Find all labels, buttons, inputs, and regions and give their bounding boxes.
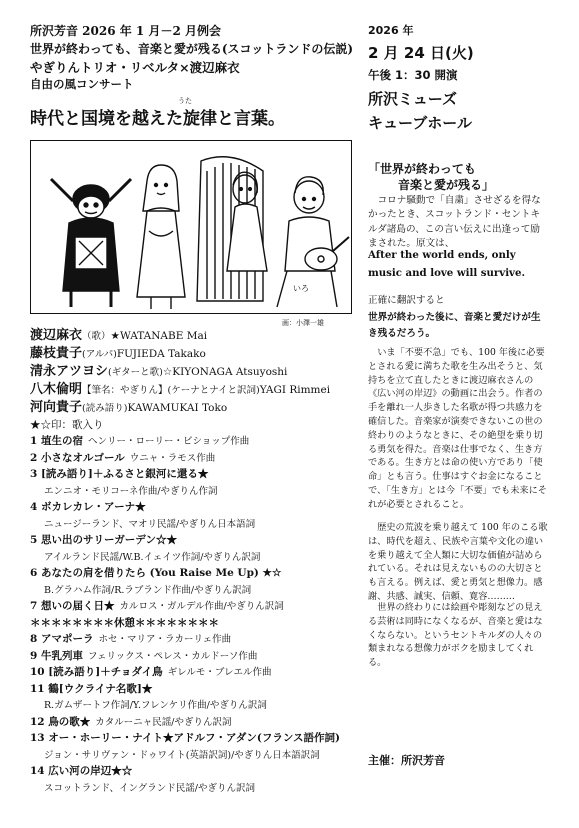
performer-role: (読み語り)	[82, 403, 128, 414]
performer-row	[30, 360, 287, 379]
performer-name: 清永アツヨシ	[30, 364, 109, 379]
program-item-credit-line	[44, 698, 267, 713]
program-item-credit: ウニャ・ラモス作曲	[129, 452, 216, 464]
performer-roman-name: YAGI Rimmei	[259, 384, 331, 396]
page-title: 時代と国境を越えた旋律と言葉。	[30, 109, 285, 129]
program-item-credit: フェリックス・ペレス・カルドーソ作曲	[87, 650, 258, 662]
header-line-4: 自由の風コンサート	[30, 77, 134, 91]
essay-english-quote: After the world ends, only music and love will survive.	[368, 249, 526, 279]
program-item-title: 12 鳥の歌★	[30, 715, 91, 728]
performer-role: (アルパ)	[82, 349, 117, 360]
program-item	[30, 682, 152, 696]
program-item	[30, 434, 249, 449]
performer-name: 藤枝貴子	[30, 346, 83, 361]
program-item-title: 14 広い河の岸辺★☆	[30, 765, 133, 777]
program-item-title: 7 想いの届く日★	[30, 600, 115, 612]
performer-roman-name: ★WATANABE Mai	[110, 330, 208, 342]
program-item-credit: ギレルモ・ブレエル作曲	[167, 667, 272, 678]
event-date: 2 月 24 日(火)	[368, 44, 474, 62]
program-item-credit: カタルーニャ民謡/やぎりん訳詞	[95, 716, 232, 728]
event-venue-2: キューブホール	[368, 114, 472, 132]
essay-paragraph-3: いま「不要不急」でも、100 年後に必要とされる愛に満ちた歌を生み出そうと、気持ちを立て直したときに渡辺麻衣さんの《広い河の岸辺》の動画に出会う。作者の手を離れ一人歩きした名歌が得つ共感力を確信した。音楽家が演奏できないこの世の終わりのようなときに、その絶望を乗り切る勇気を得た。音楽は仕事でなく、生き方である。生き方とは命の使い方であり「使命」とも言う。仕事はすぐお金になることで、「生き方」とは今「不要」でも未来にそれが必要とされること。	[368, 347, 547, 510]
program-item-credit: ジョン・サリヴァン・ドゥワイト(英語訳詞)/やぎりん日本語訳詞	[44, 749, 320, 761]
essay-paragraph-2a: 正確に翻訳すると	[368, 295, 445, 306]
program-item-title: 10 [読み語り]＋チョダイ鳥	[30, 666, 163, 678]
program-item-credit: ホセ・マリア・ラカーリェ作曲	[98, 634, 232, 645]
program-item	[30, 616, 219, 630]
program-item-credit: アイルランド民謡/W.B.イェイツ作詞/やぎりん訳詞	[44, 551, 261, 563]
performer-roman-name: FUJIEDA Takako	[116, 348, 206, 360]
program-item-title: 4 ボカレカレ・アーナ★	[30, 501, 146, 513]
program-item-title: 2 小さなオルゴール	[30, 451, 125, 464]
trio-caricature-illustration	[31, 141, 351, 313]
performer-role: (ギターと歌)	[108, 367, 163, 378]
performer-name: 河向貴子	[30, 400, 83, 415]
performer-roman-name: KAWAMUKAI Toko	[127, 402, 228, 414]
program-item-credit: カルロス・ガルデル作曲/やぎりん訳詞	[119, 601, 284, 612]
program-item	[30, 467, 208, 481]
essay-quote-line-1: 「世界が終わっても	[368, 162, 476, 176]
program-item-credit: ヘンリー・ローリー・ビショップ作曲	[87, 436, 250, 447]
performer-row	[30, 396, 227, 415]
program-item-title: 5 思い出のサリーガーデン☆★	[30, 534, 178, 546]
program-item-title: 13 オー・ホーリー・ナイト★アドルフ・アダン(フランス語作詞)	[30, 732, 341, 744]
program-item	[30, 599, 284, 614]
program-item-title: 8 アマポーラ	[30, 633, 94, 645]
program-item-credit: B.グラハム作詞/R.ラブランド作曲/やぎりん訳詞	[44, 584, 252, 596]
performer-role: （歌）	[82, 331, 111, 342]
header-line-1: 所沢芳音 2026 年 1 月－2 月例会	[30, 24, 221, 38]
performer-role: 【筆名：やぎりん】(ケーナとナイと訳詞)	[82, 385, 260, 396]
header-line-3: やぎりんトリオ・リベルタ×渡辺麻衣	[30, 60, 240, 75]
essay-quote-line-2: 音楽と愛が残る」	[398, 178, 495, 192]
program-item-credit: ニュージーランド、マオリ民謡/やぎりん日本語詞	[44, 518, 256, 530]
performer-row	[30, 378, 330, 397]
header-line-2: 世界が終わっても、音楽と愛が残る(スコットランドの伝説)	[30, 42, 353, 56]
illustration-frame	[30, 140, 352, 314]
program-item	[30, 451, 215, 466]
title-ruby: うた	[178, 97, 192, 105]
program-item-title: 3 [読み語り]＋ふるさと銀河に還る★	[30, 468, 209, 480]
essay-paragraph-1: コロナ騒動で「自粛」させざるを得なかったとき、スコットランド・セントキルダ諸島の、この言い伝えに出逢って励まされた。原文は、	[368, 195, 541, 249]
program-item-title: 1 埴生の宿	[30, 435, 83, 447]
illustration-credit: 画：小澤一雄	[282, 319, 324, 327]
performer-row	[30, 324, 207, 343]
program-item	[30, 764, 132, 778]
program-item-credit-line	[44, 748, 320, 763]
illustration-signature: いろ	[293, 284, 309, 293]
essay-paragraph-4: 歴史の荒波を乗り越えて 100 年のこる歌は、時代を超え、民族や言葉や文化の違いを乗り越えて全人類に大切な価値が詰められている。それは見えないものの大切さとも言える。例えば、愛と勇気と想像力。感謝、共感、誠実、信頼、寛容………	[368, 522, 548, 602]
program-item-credit-line	[44, 484, 218, 499]
essay-paragraph-5: 世界の終わりには絵画や彫刻などの見える芸術は同時になくなるが、音楽と愛はなくならない。というセントキルダの人々の類まれなる想像力がボクを励ましてくれる。	[368, 602, 543, 669]
performer-row	[30, 342, 206, 361]
event-time: 午後 1：30 開演	[368, 68, 458, 82]
program-item-credit: エンニオ・モリコーネ作曲/やぎりん作詞	[44, 485, 218, 497]
program-item-credit: R.ガムザートフ作詞/Y.フレンケリ作曲/やぎりん訳詞	[44, 700, 267, 711]
program-legend: ★☆印：歌入り	[30, 419, 104, 431]
program-item-credit: スコットランド、イングランド民謡/やぎりん訳詞	[44, 782, 255, 794]
program-item-title: 11 鶴[ウクライナ名歌]★	[30, 682, 153, 695]
program-item	[30, 632, 231, 647]
program-item-credit-line	[44, 781, 255, 796]
program-item-title: 9 牛乳列車	[30, 649, 83, 662]
event-venue-1: 所沢ミューズ	[368, 90, 457, 108]
program-item-title: ＊＊＊＊＊＊＊＊休憩＊＊＊＊＊＊＊＊	[30, 616, 219, 629]
organizer-credit: 主催：所沢芳音	[368, 754, 445, 767]
program-item	[30, 500, 146, 514]
performer-roman-name: ☆KIYONAGA Atsuyoshi	[162, 366, 288, 378]
program-item	[30, 715, 231, 730]
program-item	[30, 665, 271, 680]
program-item	[30, 566, 281, 580]
performer-name: 渡辺麻衣	[30, 328, 83, 343]
program-item-credit-line	[44, 583, 251, 598]
program-item	[30, 731, 340, 745]
program-item-credit-line	[44, 517, 255, 532]
performer-name: 八木倫明	[30, 382, 83, 397]
program-item-credit-line	[44, 550, 260, 565]
event-year: 2026 年	[368, 24, 414, 37]
program-item-title: 6 あなたの肩を借りたら (You Raise Me Up) ★☆	[30, 567, 282, 579]
essay-paragraph-2b: 世界が終わった後に、音楽と愛だけが生き残るだろう。	[368, 312, 541, 339]
program-item	[30, 533, 177, 547]
program-item	[30, 649, 257, 664]
